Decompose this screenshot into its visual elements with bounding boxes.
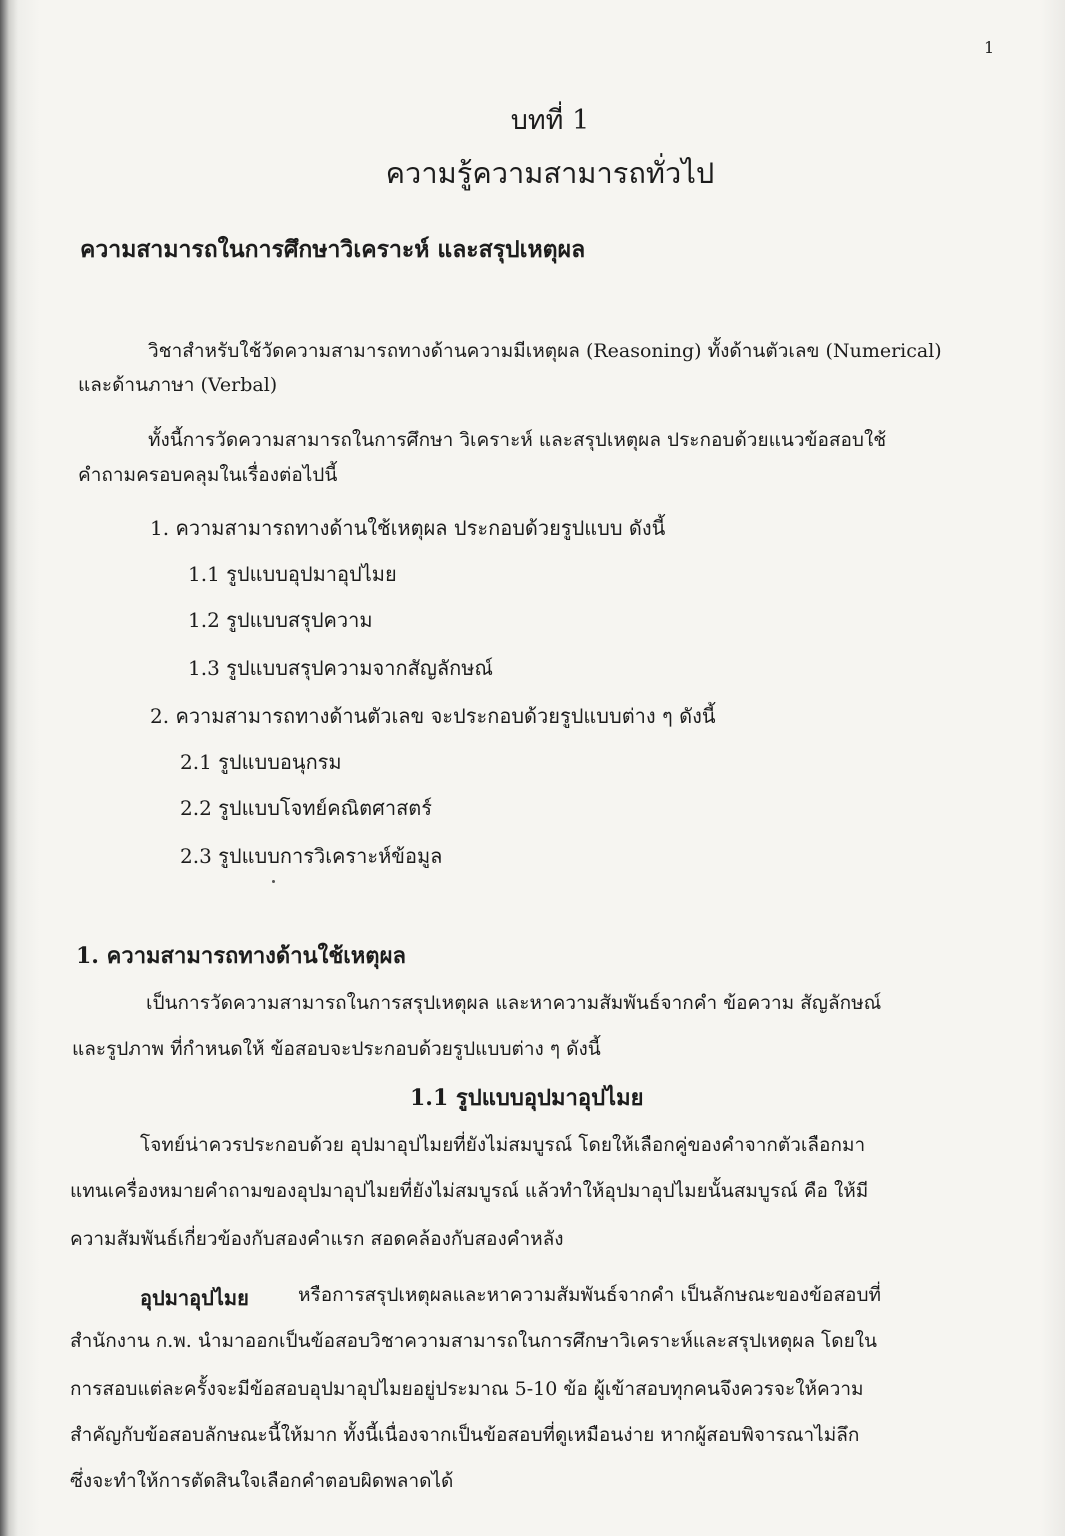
page-number: 1: [984, 38, 995, 57]
outline-item-1: 1. ความสามารถทางด้านใช้เหตุผล ประกอบด้วยรูปแบบ ดังนี้: [150, 516, 666, 540]
intro-line-3: ทั้งนี้การวัดความสามารถในการศึกษา วิเคราะห์ และสรุปเหตุผล ประกอบด้วยแนวข้อสอบใช้: [148, 429, 887, 451]
section-1-line-2: และรูปภาพ ที่กำหนดให้ ข้อสอบจะประกอบด้วยรูปแบบต่าง ๆ ดังนี้: [72, 1038, 601, 1060]
outline-item-2: 2. ความสามารถทางด้านตัวเลข จะประกอบด้วยรูปแบบต่าง ๆ ดังนี้: [150, 704, 716, 728]
subsection-line-5: สำนักงาน ก.พ. นำมาออกเป็นข้อสอบวิชาความสามารถในการศึกษาวิเคราะห์และสรุปเหตุผล โดยใน: [70, 1330, 877, 1352]
section-1-heading: 1. ความสามารถทางด้านใช้เหตุผล: [76, 943, 406, 969]
subsection-line-4: หรือการสรุปเหตุผลและหาความสัมพันธ์จากคำ เป็นลักษณะของข้อสอบที่: [298, 1284, 882, 1306]
subsection-line-2: แทนเครื่องหมายคำถามของอุปมาอุปไมยที่ยังไม่สมบูรณ์ แล้วทำให้อุปมาอุปไมยนั้นสมบูรณ์ คือ ให้มี: [70, 1180, 869, 1202]
outline-item-1-3: 1.3 รูปแบบสรุปความจากสัญลักษณ์: [188, 656, 493, 680]
outline-item-2-1: 2.1 รูปแบบอนุกรม: [180, 750, 342, 774]
subsection-line-8: ซึ่งจะทำให้การตัดสินใจเลือกคำตอบผิดพลาดได้: [70, 1470, 454, 1492]
subsection-heading: 1.1 รูปแบบอุปมาอุปไมย: [410, 1085, 644, 1111]
subsection-line-7: สำคัญกับข้อสอบลักษณะนี้ให้มาก ทั้งนี้เนื่องจากเป็นข้อสอบที่ดูเหมือนง่าย หากผู้สอบพิจารณาไม่ลึก: [70, 1424, 860, 1446]
chapter-title: ความรู้ความสามารถทั่วไป: [385, 156, 715, 190]
section-heading: ความสามารถในการศึกษาวิเคราะห์ และสรุปเหตุผล: [80, 236, 586, 263]
intro-line-1: วิชาสำหรับใช้วัดความสามารถทางด้านความมีเหตุผล (Reasoning) ทั้งด้านตัวเลข (Numerical): [148, 340, 942, 362]
intro-line-4: คำถามครอบคลุมในเรื่องต่อไปนี้: [78, 464, 338, 486]
outline-item-2-3: 2.3 รูปแบบการวิเคราะห์ข้อมูล: [180, 844, 443, 868]
subsection-line-1: โจทย์น่าควรประกอบด้วย อุปมาอุปไมยที่ยังไม่สมบูรณ์ โดยให้เลือกคู่ของคำจากตัวเลือกมา: [140, 1134, 866, 1156]
outline-item-1-2: 1.2 รูปแบบสรุปความ: [188, 608, 373, 632]
subsection-line-6: การสอบแต่ละครั้งจะมีข้อสอบอุปมาอุปไมยอยู่ประมาณ 5-10 ข้อ ผู้เข้าสอบทุกคนจึงควรจะให้ความ: [70, 1378, 864, 1400]
chapter-number: บทที่ 1: [510, 105, 590, 136]
intro-line-2: และด้านภาษา (Verbal): [78, 374, 278, 396]
term-upama-upamai: อุปมาอุปไมย: [140, 1286, 249, 1310]
speck: [272, 880, 275, 883]
subsection-line-3: ความสัมพันธ์เกี่ยวข้องกับสองคำแรก สอดคล้องกับสองคำหลัง: [70, 1228, 564, 1250]
section-1-line-1: เป็นการวัดความสามารถในการสรุปเหตุผล และหาความสัมพันธ์จากคำ ข้อความ สัญลักษณ์: [146, 992, 882, 1014]
outline-item-1-1: 1.1 รูปแบบอุปมาอุปไมย: [188, 562, 397, 586]
outline-item-2-2: 2.2 รูปแบบโจทย์คณิตศาสตร์: [180, 796, 433, 820]
